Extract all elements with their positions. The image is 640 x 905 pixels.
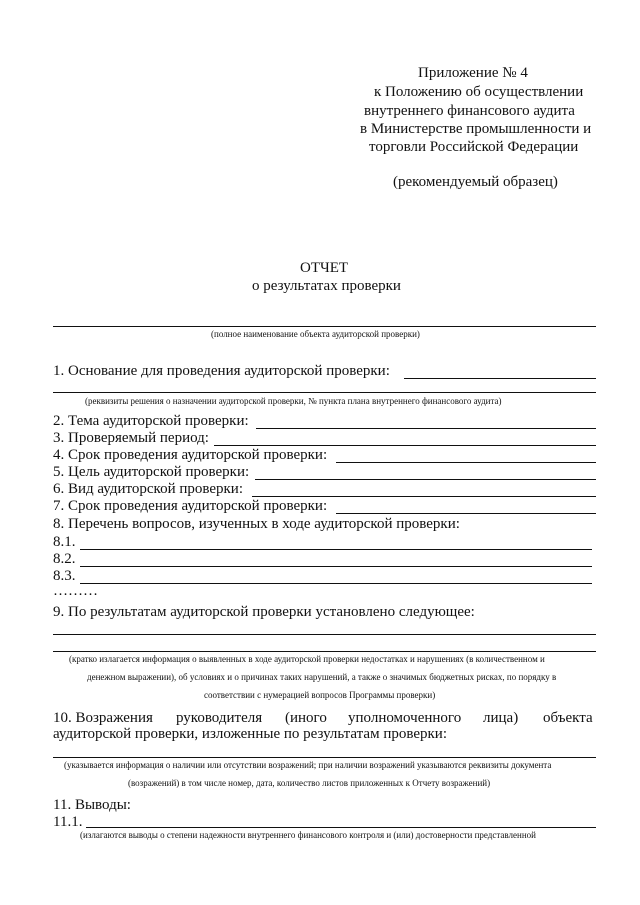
item-3-label: 3. Проверяемый период:: [53, 430, 209, 446]
appendix-reference-line: внутреннего финансового аудита: [364, 103, 575, 119]
item-9-caption: денежном выражении), об условиях и о причинах таких нарушений, а также о значимых бюджетных рисках, по порядку в: [87, 672, 557, 682]
item-2-label: 2. Тема аудиторской проверки:: [53, 413, 249, 429]
item-11-label: 11. Выводы:: [53, 797, 131, 813]
item-9-caption: соответствии с нумерацией вопросов Программы проверки): [204, 690, 436, 700]
item-4-label: 4. Срок проведения аудиторской проверки:: [53, 447, 328, 463]
object-name-line: [53, 326, 596, 327]
item-9-fill-line: [53, 634, 596, 635]
item-6-fill-line: [252, 496, 596, 497]
item-4-fill-line: [336, 462, 596, 463]
sample-note: (рекомендуемый образец): [393, 174, 558, 190]
item-8-label: 8. Перечень вопросов, изученных в ходе аудиторской проверки:: [53, 516, 460, 532]
item-2-fill-line: [256, 428, 596, 429]
appendix-number: Приложение № 4: [418, 65, 528, 81]
item-10-label: уполномоченного: [348, 710, 462, 726]
item-11-1-fill-line: [86, 827, 596, 828]
appendix-reference-line: к Положению об осуществлении: [374, 84, 584, 100]
document-title: ОТЧЕТ: [300, 260, 349, 276]
item-8-3-fill-line: [80, 583, 592, 584]
item-10-caption: (указывается информация о наличии или отсутствии возражений; при наличии возражений указываются реквизиты документа: [64, 760, 552, 770]
object-name-caption: (полное наименование объекта аудиторской проверки): [211, 329, 420, 339]
item-8-2-fill-line: [80, 566, 592, 567]
item-8-1-label: 8.1.: [53, 534, 76, 550]
document-subtitle: о результатах проверки: [252, 278, 401, 294]
item-6-label: 6. Вид аудиторской проверки:: [53, 481, 244, 497]
item-1-label: 1. Основание для проведения аудиторской проверки:: [53, 363, 390, 379]
item-11-caption: (излагаются выводы о степени надежности внутреннего финансового контроля и (или) достоверности представленной: [80, 830, 536, 840]
appendix-reference-line: в Министерстве промышленности и: [360, 121, 592, 137]
item-8-1-fill-line: [80, 549, 592, 550]
appendix-reference-line: торговли Российской Федерации: [369, 139, 579, 155]
item-1-fill-line: [404, 378, 596, 379]
item-8-2-label: 8.2.: [53, 551, 76, 567]
item-9-fill-line: [53, 651, 596, 652]
item-10-label: (иного: [285, 710, 327, 726]
item-10-label-line-2: аудиторской проверки, изложенные по результатам проверки:: [53, 726, 447, 742]
item-11-1-label: 11.1.: [53, 814, 83, 830]
item-7-fill-line: [336, 513, 596, 514]
item-10-fill-line: [53, 757, 596, 758]
item-10-caption: (возражений) в том числе номер, дата, количество листов приложенных к Отчету возражений): [128, 778, 491, 788]
item-9-caption: (кратко излагается информация о выявленных в ходе аудиторской проверки недостатках и нарушениях (в количественном и: [69, 654, 545, 664]
item-5-label: 5. Цель аудиторской проверки:: [53, 464, 250, 480]
item-1-second-line: [53, 392, 596, 393]
item-3-fill-line: [214, 445, 596, 446]
item-10-label: объекта: [543, 710, 593, 726]
item-1-caption: (реквизиты решения о назначении аудиторской проверки, № пункта плана внутреннего финансового аудита): [85, 396, 502, 406]
item-10-label: 10. Возражения: [53, 710, 153, 726]
item-5-fill-line: [255, 479, 596, 480]
item-10-label: лица): [483, 710, 519, 726]
item-8-3-label: 8.3.: [53, 568, 76, 584]
item-7-label: 7. Срок проведения аудиторской проверки:: [53, 498, 328, 514]
item-9-label: 9. По результатам аудиторской проверки установлено следующее:: [53, 604, 475, 620]
item-10-label: руководителя: [176, 710, 263, 726]
ellipsis: ………: [53, 583, 98, 599]
